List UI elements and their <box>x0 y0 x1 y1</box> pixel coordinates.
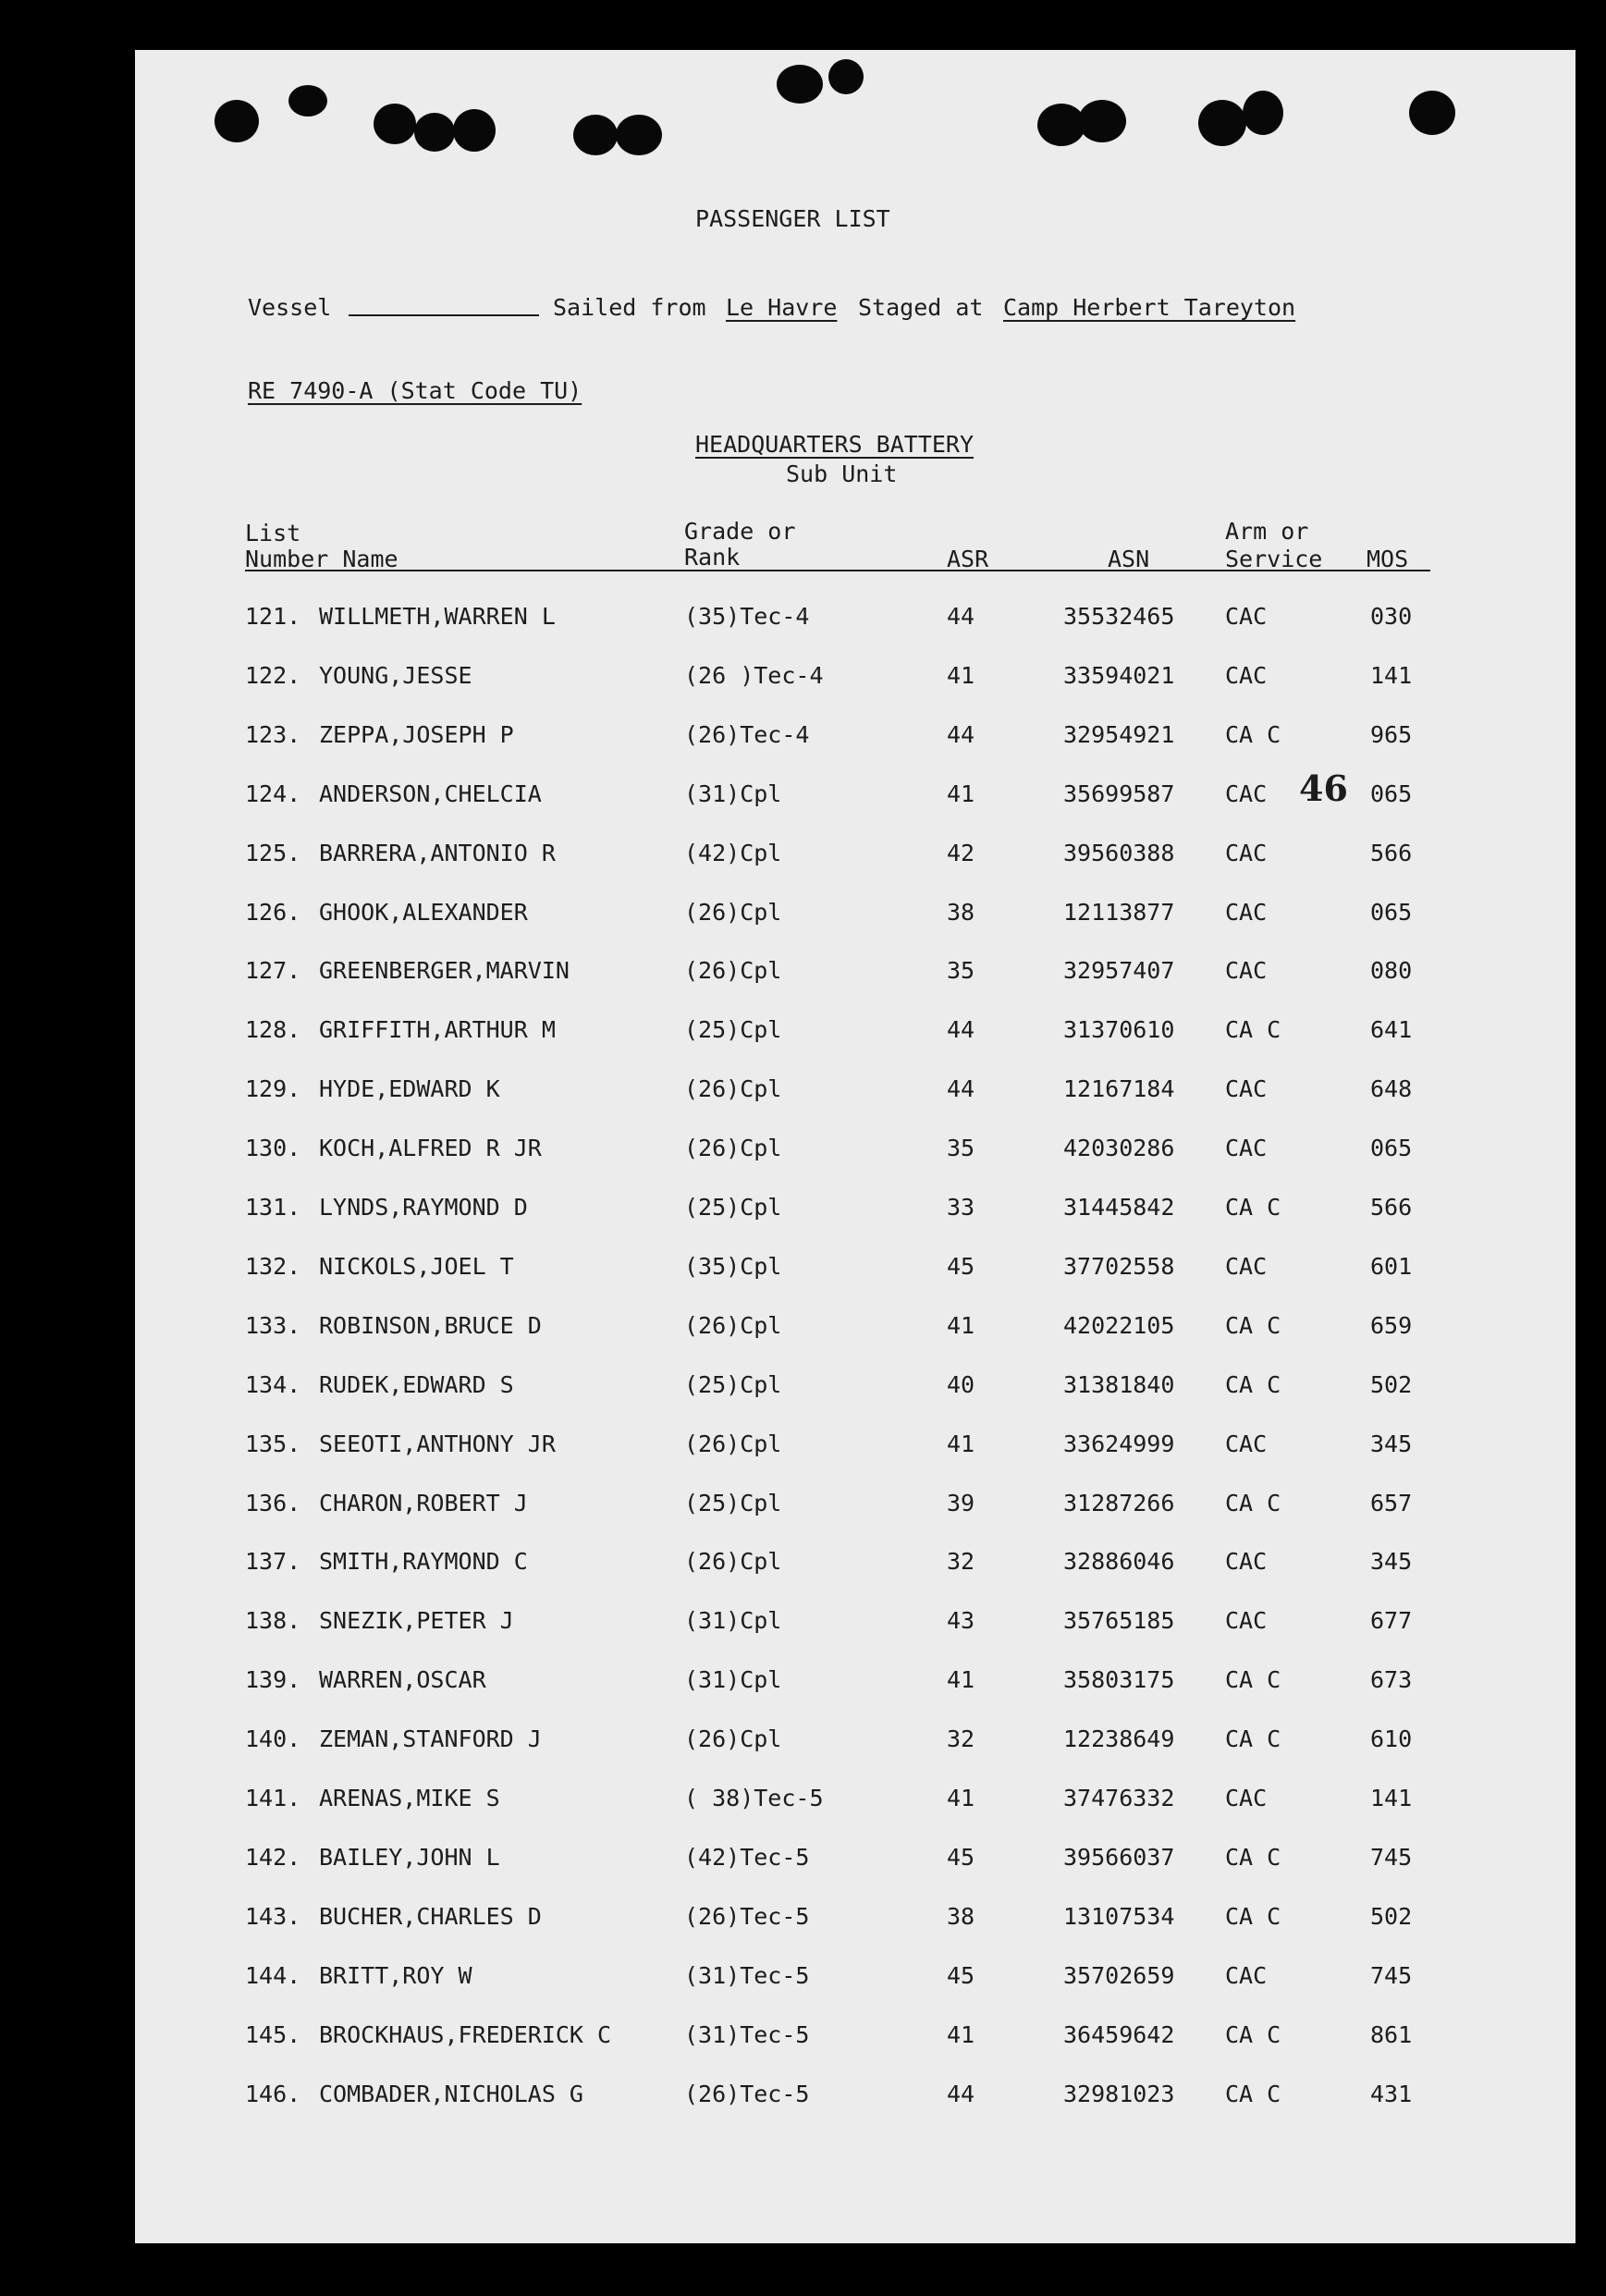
cell-asn: 35765185 <box>1063 1607 1175 1634</box>
cell-mos: 141 <box>1370 662 1413 689</box>
cell-mos: 657 <box>1370 1490 1413 1516</box>
table-row <box>0 1903 1606 1940</box>
cell-name: RUDEK,EDWARD S <box>319 1371 514 1398</box>
cell-arm: CA C <box>1225 2081 1281 2107</box>
cell-num: 125. <box>245 840 301 866</box>
cell-asn: 42022105 <box>1063 1312 1175 1339</box>
punch-hole <box>573 115 618 155</box>
cell-asn: 32957407 <box>1063 957 1175 984</box>
cell-arm: CA C <box>1225 721 1281 748</box>
cell-asn: 31381840 <box>1063 1371 1175 1398</box>
cell-arm: CAC <box>1225 899 1268 926</box>
cell-name: GRIFFITH,ARTHUR M <box>319 1016 556 1043</box>
sailed-port: Le Havre <box>726 294 838 321</box>
cell-grade: (31)Cpl <box>684 780 782 807</box>
cell-name: ROBINSON,BRUCE D <box>319 1312 542 1339</box>
table-row <box>0 1785 1606 1822</box>
cell-arm: CAC <box>1225 662 1268 689</box>
cell-name: GHOOK,ALEXANDER <box>319 899 528 926</box>
punch-hole <box>777 65 823 104</box>
punch-hole <box>1243 91 1283 135</box>
cell-grade: (26 )Tec-4 <box>684 662 824 689</box>
punch-hole <box>1198 100 1246 146</box>
punch-hole <box>616 115 662 155</box>
cell-grade: (42)Cpl <box>684 840 782 866</box>
cell-asn: 12167184 <box>1063 1075 1175 1102</box>
cell-name: ARENAS,MIKE S <box>319 1785 500 1811</box>
cell-asn: 32954921 <box>1063 721 1175 748</box>
cell-mos: 673 <box>1370 1666 1413 1693</box>
cell-asr: 38 <box>947 899 975 926</box>
cell-num: 126. <box>245 899 301 926</box>
cell-asn: 37476332 <box>1063 1785 1175 1811</box>
cell-mos: 677 <box>1370 1607 1413 1634</box>
cell-asr: 41 <box>947 1666 975 1693</box>
cell-name: ZEMAN,STANFORD J <box>319 1725 542 1752</box>
col-header-grade: Grade or <box>684 518 796 545</box>
cell-arm: CAC <box>1225 1607 1268 1634</box>
cell-asr: 39 <box>947 1490 975 1516</box>
cell-name: CHARON,ROBERT J <box>319 1490 528 1516</box>
cell-grade: (35)Cpl <box>684 1253 782 1280</box>
cell-arm: CA C <box>1225 1016 1281 1043</box>
cell-arm: CA C <box>1225 1666 1281 1693</box>
cell-arm: CA C <box>1225 1844 1281 1871</box>
cell-arm: CA C <box>1225 1194 1281 1221</box>
cell-mos: 648 <box>1370 1075 1413 1102</box>
cell-num: 138. <box>245 1607 301 1634</box>
cell-grade: (26)Cpl <box>684 1075 782 1102</box>
cell-mos: 745 <box>1370 1844 1413 1871</box>
punch-hole <box>1078 100 1126 142</box>
cell-asr: 38 <box>947 1903 975 1930</box>
cell-grade: (26)Tec-5 <box>684 1903 810 1930</box>
cell-asr: 32 <box>947 1725 975 1752</box>
cell-asr: 32 <box>947 1548 975 1575</box>
cell-arm: CA C <box>1225 2021 1281 2048</box>
sailed-text: Sailed from <box>553 294 706 321</box>
cell-arm: CAC <box>1225 1962 1268 1989</box>
table-row <box>0 957 1606 994</box>
cell-num: 135. <box>245 1430 301 1457</box>
cell-arm: CA C <box>1225 1490 1281 1516</box>
cell-asr: 40 <box>947 1371 975 1398</box>
cell-asn: 37702558 <box>1063 1253 1175 1280</box>
cell-grade: (26)Cpl <box>684 1312 782 1339</box>
cell-grade: (31)Tec-5 <box>684 1962 810 1989</box>
table-row <box>0 1253 1606 1290</box>
cell-asn: 39566037 <box>1063 1844 1175 1871</box>
cell-arm: CAC <box>1225 1075 1268 1102</box>
cell-asr: 44 <box>947 1075 975 1102</box>
staged-camp: Camp Herbert Tareyton <box>1003 294 1296 321</box>
staged-text: Staged at <box>858 294 984 321</box>
reference-code: RE 7490-A (Stat Code TU) <box>248 377 582 404</box>
cell-num: 136. <box>245 1490 301 1516</box>
cell-num: 133. <box>245 1312 301 1339</box>
cell-arm: CA C <box>1225 1725 1281 1752</box>
cell-asr: 44 <box>947 2081 975 2107</box>
cell-arm: CA C <box>1225 1903 1281 1930</box>
cell-name: BROCKHAUS,FREDERICK C <box>319 2021 612 2048</box>
vessel-blank-line <box>349 314 539 316</box>
table-row <box>0 1962 1606 1999</box>
page-number-stamp: 46 <box>1299 767 1348 809</box>
cell-asr: 44 <box>947 603 975 630</box>
cell-asr: 33 <box>947 1194 975 1221</box>
cell-num: 128. <box>245 1016 301 1043</box>
cell-asr: 35 <box>947 957 975 984</box>
cell-asr: 41 <box>947 2021 975 2048</box>
cell-num: 134. <box>245 1371 301 1398</box>
punch-hole <box>414 113 455 152</box>
cell-name: SNEZIK,PETER J <box>319 1607 514 1634</box>
punch-hole <box>215 100 259 142</box>
table-row <box>0 1844 1606 1881</box>
cell-arm: CAC <box>1225 1548 1268 1575</box>
cell-mos: 601 <box>1370 1253 1413 1280</box>
cell-arm: CA C <box>1225 1312 1281 1339</box>
table-row <box>0 1430 1606 1467</box>
cell-asr: 41 <box>947 1430 975 1457</box>
cell-num: 141. <box>245 1785 301 1811</box>
cell-num: 129. <box>245 1075 301 1102</box>
cell-mos: 861 <box>1370 2021 1413 2048</box>
cell-arm: CAC <box>1225 957 1268 984</box>
cell-num: 123. <box>245 721 301 748</box>
cell-mos: 566 <box>1370 1194 1413 1221</box>
punch-hole <box>828 59 864 94</box>
cell-num: 137. <box>245 1548 301 1575</box>
cell-mos: 659 <box>1370 1312 1413 1339</box>
cell-grade: (26)Cpl <box>684 1135 782 1161</box>
col-header-asn: ASN <box>1108 546 1150 572</box>
cell-grade: (31)Tec-5 <box>684 2021 810 2048</box>
cell-grade: ( 38)Tec-5 <box>684 1785 824 1811</box>
cell-mos: 566 <box>1370 840 1413 866</box>
col-header-asr: ASR <box>947 546 989 572</box>
cell-name: BRITT,ROY W <box>319 1962 472 1989</box>
cell-asr: 41 <box>947 1785 975 1811</box>
col-header-list: List <box>245 520 301 546</box>
sub-unit-label: Sub Unit <box>786 460 898 487</box>
table-row <box>0 1725 1606 1762</box>
cell-name: KOCH,ALFRED R JR <box>319 1135 542 1161</box>
cell-mos: 345 <box>1370 1548 1413 1575</box>
table-row <box>0 603 1606 640</box>
cell-asr: 45 <box>947 1844 975 1871</box>
col-header-mos: MOS <box>1367 546 1409 572</box>
cell-num: 131. <box>245 1194 301 1221</box>
cell-name: BUCHER,CHARLES D <box>319 1903 542 1930</box>
table-row <box>0 1075 1606 1112</box>
table-row <box>0 1490 1606 1527</box>
punch-hole <box>288 85 327 117</box>
cell-num: 140. <box>245 1725 301 1752</box>
cell-arm: CAC <box>1225 1430 1268 1457</box>
cell-asr: 41 <box>947 1312 975 1339</box>
cell-asr: 44 <box>947 1016 975 1043</box>
cell-grade: (31)Cpl <box>684 1666 782 1693</box>
cell-name: NICKOLS,JOEL T <box>319 1253 514 1280</box>
cell-num: 139. <box>245 1666 301 1693</box>
cell-num: 145. <box>245 2021 301 2048</box>
punch-hole <box>453 109 496 152</box>
cell-mos: 502 <box>1370 1903 1413 1930</box>
punch-hole <box>374 104 416 144</box>
cell-mos: 745 <box>1370 1962 1413 1989</box>
cell-grade: (26)Tec-5 <box>684 2081 810 2107</box>
cell-asr: 35 <box>947 1135 975 1161</box>
table-row <box>0 1607 1606 1644</box>
cell-asn: 12238649 <box>1063 1725 1175 1752</box>
cell-asn: 33594021 <box>1063 662 1175 689</box>
cell-num: 142. <box>245 1844 301 1871</box>
cell-mos: 965 <box>1370 721 1413 748</box>
table-row <box>0 1135 1606 1172</box>
cell-name: BARRERA,ANTONIO R <box>319 840 556 866</box>
cell-grade: (25)Cpl <box>684 1016 782 1043</box>
cell-num: 122. <box>245 662 301 689</box>
cell-name: ANDERSON,CHELCIA <box>319 780 542 807</box>
cell-name: COMBADER,NICHOLAS G <box>319 2081 583 2107</box>
cell-mos: 065 <box>1370 780 1413 807</box>
cell-num: 143. <box>245 1903 301 1930</box>
cell-arm: CAC <box>1225 603 1268 630</box>
cell-name: WARREN,OSCAR <box>319 1666 486 1693</box>
cell-mos: 141 <box>1370 1785 1413 1811</box>
table-row <box>0 1666 1606 1703</box>
table-row <box>0 840 1606 877</box>
table-row <box>0 1194 1606 1231</box>
cell-asn: 31445842 <box>1063 1194 1175 1221</box>
page-title: PASSENGER LIST <box>695 205 890 232</box>
cell-num: 144. <box>245 1962 301 1989</box>
cell-num: 132. <box>245 1253 301 1280</box>
cell-grade: (26)Cpl <box>684 1725 782 1752</box>
cell-grade: (26)Tec-4 <box>684 721 810 748</box>
cell-name: HYDE,EDWARD K <box>319 1075 500 1102</box>
cell-grade: (31)Cpl <box>684 1607 782 1634</box>
table-row <box>0 899 1606 936</box>
col-header-service: Service <box>1225 546 1323 572</box>
cell-asr: 43 <box>947 1607 975 1634</box>
cell-asn: 36459642 <box>1063 2021 1175 2048</box>
cell-asn: 31287266 <box>1063 1490 1175 1516</box>
cell-asr: 45 <box>947 1962 975 1989</box>
table-row <box>0 1016 1606 1053</box>
cell-num: 130. <box>245 1135 301 1161</box>
table-row <box>0 1548 1606 1585</box>
cell-mos: 641 <box>1370 1016 1413 1043</box>
cell-arm: CA C <box>1225 1371 1281 1398</box>
cell-asr: 44 <box>947 721 975 748</box>
cell-asr: 41 <box>947 662 975 689</box>
cell-asn: 31370610 <box>1063 1016 1175 1043</box>
cell-name: SMITH,RAYMOND C <box>319 1548 528 1575</box>
cell-asn: 12113877 <box>1063 899 1175 926</box>
cell-num: 124. <box>245 780 301 807</box>
cell-asn: 35532465 <box>1063 603 1175 630</box>
cell-grade: (25)Cpl <box>684 1490 782 1516</box>
cell-grade: (26)Cpl <box>684 899 782 926</box>
cell-mos: 065 <box>1370 1135 1413 1161</box>
punch-hole <box>1409 91 1455 135</box>
table-row <box>0 2021 1606 2058</box>
header-rule <box>245 570 1430 571</box>
cell-mos: 080 <box>1370 957 1413 984</box>
cell-arm: CAC <box>1225 1253 1268 1280</box>
unit-heading: HEADQUARTERS BATTERY <box>695 431 975 458</box>
table-row <box>0 1371 1606 1408</box>
cell-asn: 35702659 <box>1063 1962 1175 1989</box>
cell-mos: 030 <box>1370 603 1413 630</box>
cell-name: WILLMETH,WARREN L <box>319 603 556 630</box>
cell-num: 121. <box>245 603 301 630</box>
cell-mos: 610 <box>1370 1725 1413 1752</box>
cell-grade: (25)Cpl <box>684 1371 782 1398</box>
cell-asn: 35699587 <box>1063 780 1175 807</box>
cell-mos: 431 <box>1370 2081 1413 2107</box>
col-header-rank: Rank <box>684 544 741 571</box>
cell-arm: CAC <box>1225 840 1268 866</box>
cell-asn: 32981023 <box>1063 2081 1175 2107</box>
col-header-number-name: Number Name <box>245 546 398 572</box>
cell-name: SEEOTI,ANTHONY JR <box>319 1430 556 1457</box>
cell-mos: 502 <box>1370 1371 1413 1398</box>
col-header-arm: Arm or <box>1225 518 1309 545</box>
cell-name: YOUNG,JESSE <box>319 662 472 689</box>
cell-grade: (26)Cpl <box>684 1430 782 1457</box>
cell-name: GREENBERGER,MARVIN <box>319 957 570 984</box>
table-row <box>0 721 1606 758</box>
cell-asr: 45 <box>947 1253 975 1280</box>
cell-grade: (26)Cpl <box>684 1548 782 1575</box>
cell-grade: (42)Tec-5 <box>684 1844 810 1871</box>
cell-asn: 32886046 <box>1063 1548 1175 1575</box>
cell-num: 127. <box>245 957 301 984</box>
cell-grade: (25)Cpl <box>684 1194 782 1221</box>
table-row <box>0 662 1606 699</box>
cell-asr: 42 <box>947 840 975 866</box>
cell-asn: 35803175 <box>1063 1666 1175 1693</box>
cell-grade: (26)Cpl <box>684 957 782 984</box>
cell-arm: CAC <box>1225 1785 1268 1811</box>
cell-asr: 41 <box>947 780 975 807</box>
cell-asn: 33624999 <box>1063 1430 1175 1457</box>
cell-mos: 065 <box>1370 899 1413 926</box>
cell-name: LYNDS,RAYMOND D <box>319 1194 528 1221</box>
cell-mos: 345 <box>1370 1430 1413 1457</box>
cell-arm: CAC <box>1225 780 1268 807</box>
cell-arm: CAC <box>1225 1135 1268 1161</box>
table-row <box>0 1312 1606 1349</box>
cell-name: ZEPPA,JOSEPH P <box>319 721 514 748</box>
cell-num: 146. <box>245 2081 301 2107</box>
table-row <box>0 780 1606 817</box>
cell-asn: 13107534 <box>1063 1903 1175 1930</box>
vessel-label: Vessel <box>248 294 332 321</box>
cell-asn: 42030286 <box>1063 1135 1175 1161</box>
cell-name: BAILEY,JOHN L <box>319 1844 500 1871</box>
cell-asn: 39560388 <box>1063 840 1175 866</box>
cell-grade: (35)Tec-4 <box>684 603 810 630</box>
table-row <box>0 2081 1606 2118</box>
